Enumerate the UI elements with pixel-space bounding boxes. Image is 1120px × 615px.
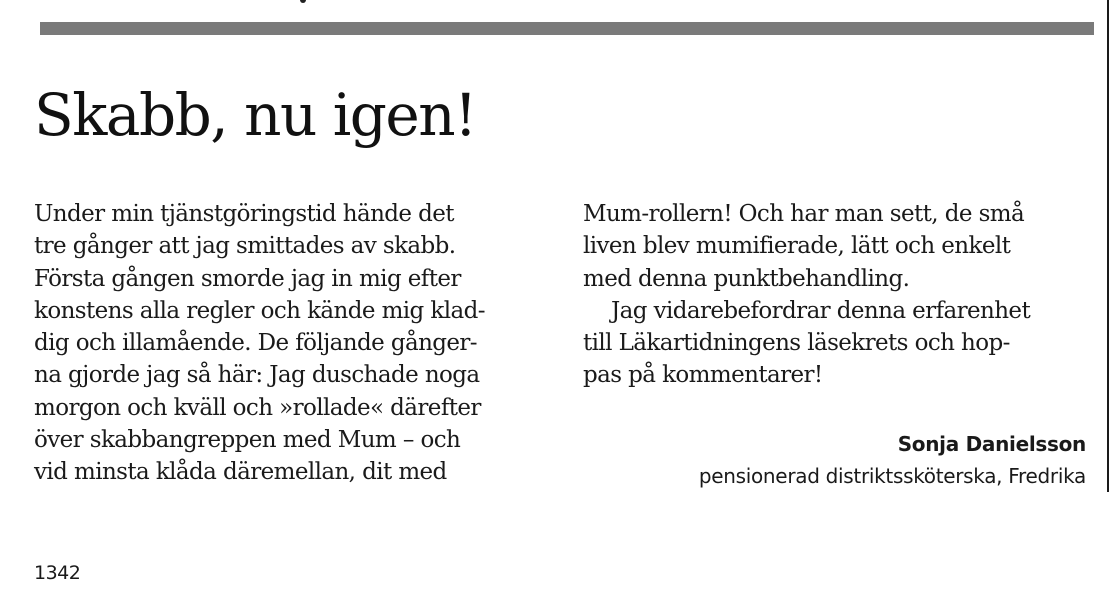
author-signature <box>699 428 1086 492</box>
page-number: 1342 <box>34 562 81 584</box>
body-line: Under min tjänstgöringstid hände det <box>34 201 454 227</box>
body-line: över skabbangreppen med Mum – och <box>34 427 461 454</box>
cropped-header-text <box>300 0 460 4</box>
body-line: vid minsta klåda däremellan, dit med <box>34 459 447 486</box>
body-line: Första gången smorde jag in mig efter <box>34 265 461 292</box>
body-line: konstens alla regler och kände mig klad- <box>34 297 485 324</box>
body-line: med denna punktbehandling. <box>583 265 910 292</box>
article-body-left-column <box>34 198 485 489</box>
article-body-right-column <box>583 198 1030 392</box>
author-title: pensionerad distriktssköterska, Fredrika <box>698 464 1086 488</box>
body-line: tre gånger att jag smittades av skabb. <box>34 233 456 260</box>
body-line: Jag vidarebefordrar denna erfarenhet <box>611 297 1031 324</box>
author-name: Sonja Danielsson <box>897 432 1086 456</box>
body-line: liven blev mumifierade, lätt och enkelt <box>583 233 1011 260</box>
body-line: dig och illamående. De följande gånger- <box>34 330 477 357</box>
header-divider <box>40 22 1094 35</box>
body-line: pas på kommentarer! <box>583 362 823 389</box>
body-line: morgon och kväll och »rollade« därefter <box>34 394 481 421</box>
body-line: na gjorde jag så här: Jag duschade noga <box>34 362 480 389</box>
body-line: till Läkartidningens läsekrets och hop- <box>583 330 1010 357</box>
body-line: Mum-rollern! Och har man sett, de små <box>583 201 1025 227</box>
column-border <box>1107 0 1109 492</box>
article-title: Skabb, nu igen! <box>34 81 476 149</box>
